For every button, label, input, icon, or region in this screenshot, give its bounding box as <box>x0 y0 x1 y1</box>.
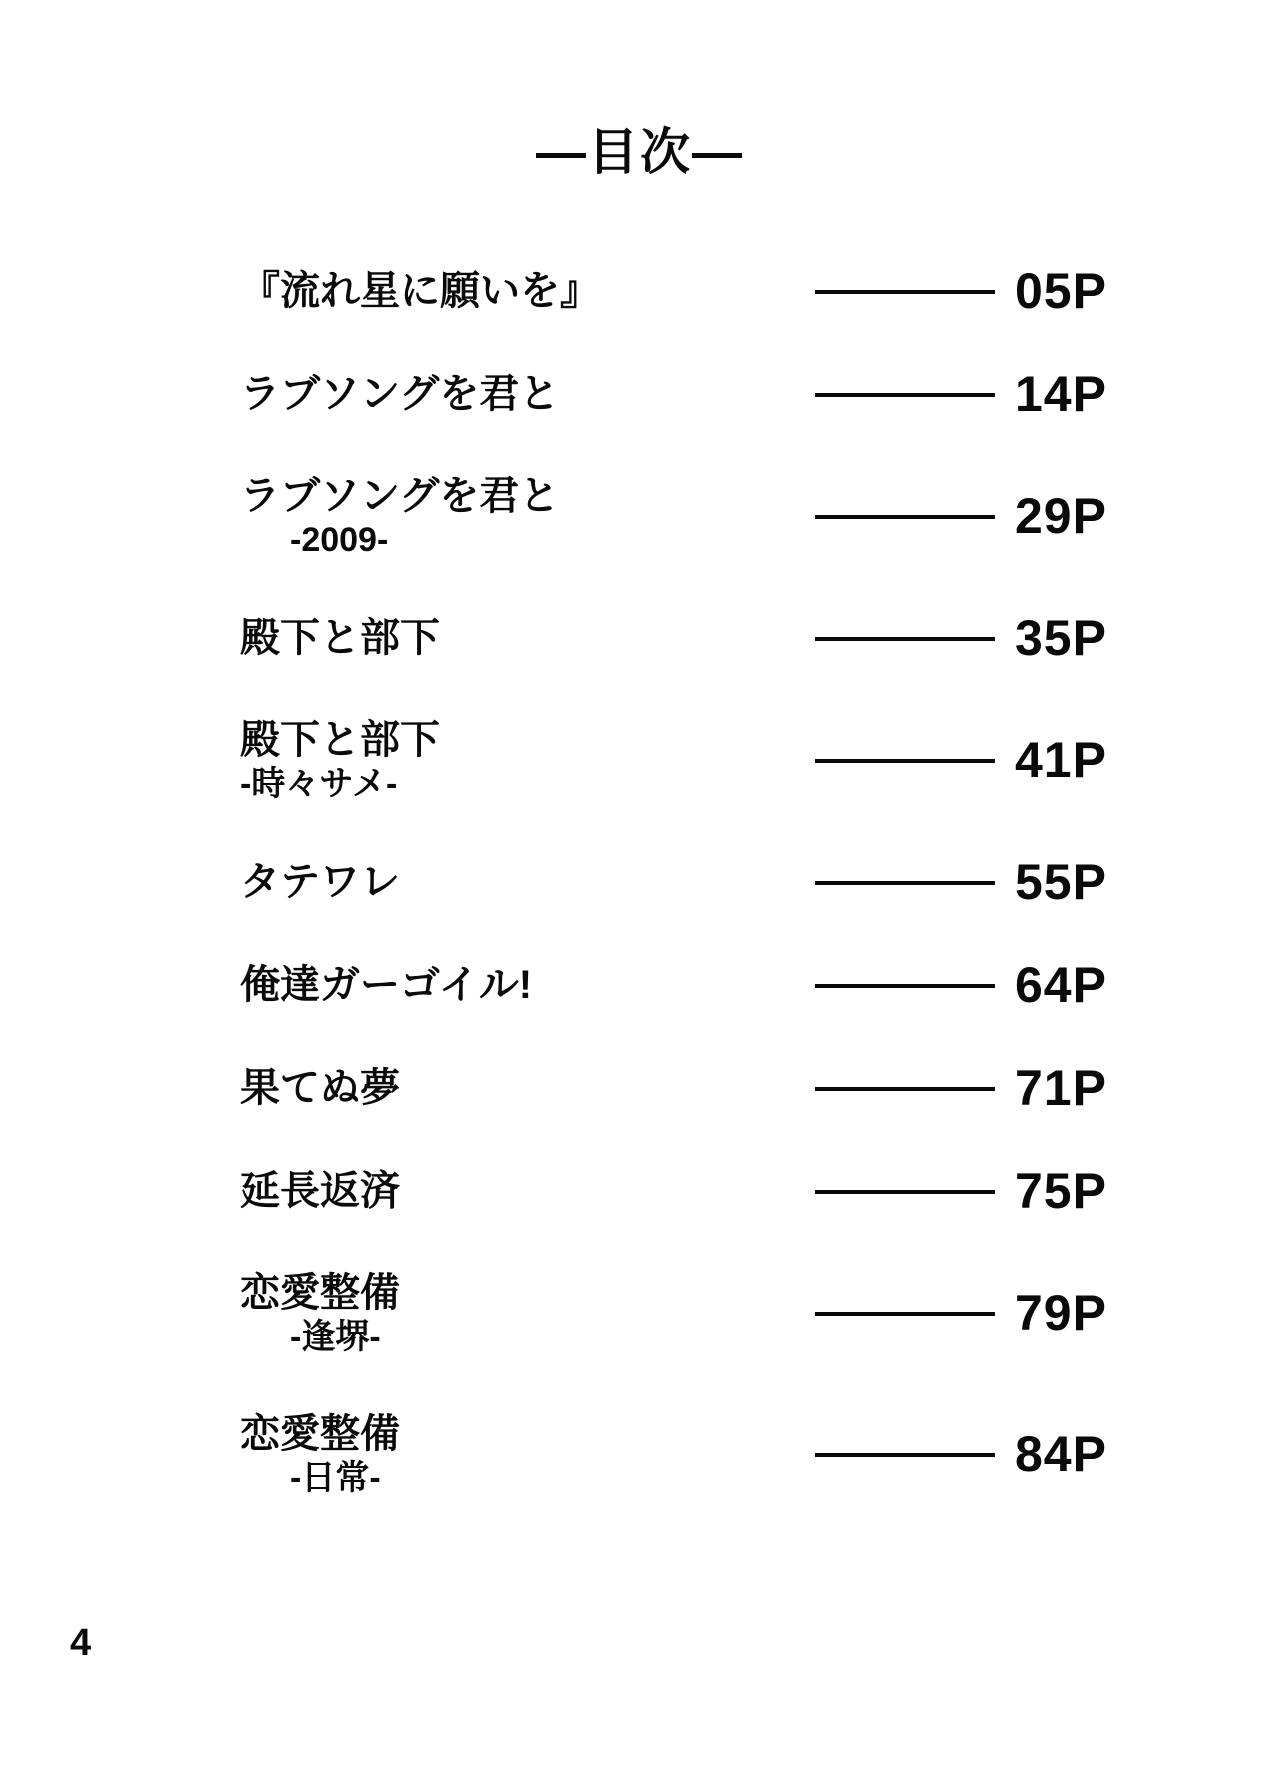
toc-row <box>240 1269 1140 1357</box>
toc-row <box>240 957 1140 1013</box>
toc-entry-titles <box>240 1269 815 1357</box>
leader-line <box>815 1312 995 1316</box>
leader-line <box>815 881 995 885</box>
toc-row <box>240 610 1140 666</box>
toc-entry-title: ラブソングを君と <box>240 371 560 416</box>
toc-row <box>240 854 1140 910</box>
toc-entry-page: 55P <box>1015 854 1107 910</box>
toc-entry-page: 75P <box>1015 1163 1107 1219</box>
toc-entry-title: 殿下と部下 <box>240 615 440 660</box>
toc-list <box>240 263 1140 1551</box>
toc-entry-titles <box>240 614 815 662</box>
toc-entry-page: 64P <box>1015 957 1107 1013</box>
toc-entry-titles <box>240 716 815 804</box>
toc-row <box>240 472 1140 560</box>
leader-line <box>815 984 995 988</box>
toc-entry-title: 延長返済 <box>240 1169 400 1213</box>
toc-entry-subtitle: -時々サメ- <box>240 765 398 803</box>
toc-entry-title: タテワレ <box>240 859 400 904</box>
toc-entry-page: 35P <box>1015 610 1107 666</box>
toc-row <box>240 1060 1140 1116</box>
toc-row <box>240 263 1140 319</box>
leader-line <box>815 637 995 641</box>
leader-line <box>815 393 995 397</box>
toc-row <box>240 366 1140 422</box>
toc-entry-title: ラブソングを君と <box>240 473 560 518</box>
folio-page-number: 4 <box>70 1622 92 1664</box>
toc-entry-page: 05P <box>1015 263 1107 319</box>
toc-entry-subtitle: -2009- <box>290 521 389 559</box>
toc-entry-page: 14P <box>1015 366 1107 422</box>
toc-entry-titles <box>240 370 815 418</box>
toc-entry-page: 41P <box>1015 732 1107 788</box>
toc-entry-titles <box>240 961 815 1009</box>
toc-row <box>240 1163 1140 1219</box>
toc-entry-titles <box>240 1410 815 1498</box>
toc-entry-page: 29P <box>1015 488 1107 544</box>
toc-entry-titles <box>240 1167 815 1215</box>
leader-line <box>815 759 995 763</box>
page-title: ―目次― <box>536 124 744 180</box>
toc-entry-page: 79P <box>1015 1285 1107 1341</box>
toc-entry-subtitle: -逢堺- <box>290 1318 381 1356</box>
toc-entry-page: 71P <box>1015 1060 1107 1116</box>
toc-entry-page: 84P <box>1015 1426 1107 1482</box>
toc-row <box>240 1410 1140 1498</box>
leader-line <box>815 1087 995 1091</box>
toc-entry-titles <box>240 1064 815 1112</box>
leader-line <box>815 1453 995 1457</box>
toc-entry-titles <box>240 858 815 906</box>
toc-row <box>240 716 1140 804</box>
leader-line <box>815 515 995 519</box>
toc-entry-title: 果てぬ夢 <box>240 1066 400 1110</box>
toc-entry-title: 恋愛整備 <box>240 1271 400 1315</box>
toc-entry-titles <box>240 267 815 315</box>
leader-line <box>815 290 995 294</box>
toc-entry-title: 『流れ星に願いを』 <box>240 268 600 313</box>
toc-entry-title: 恋愛整備 <box>240 1412 400 1456</box>
toc-entry-subtitle: -日常- <box>290 1459 381 1497</box>
toc-entry-title: 俺達ガーゴイル! <box>240 963 533 1007</box>
toc-entry-title: 殿下と部下 <box>240 717 440 762</box>
leader-line <box>815 1190 995 1194</box>
toc-entry-titles <box>240 472 815 560</box>
